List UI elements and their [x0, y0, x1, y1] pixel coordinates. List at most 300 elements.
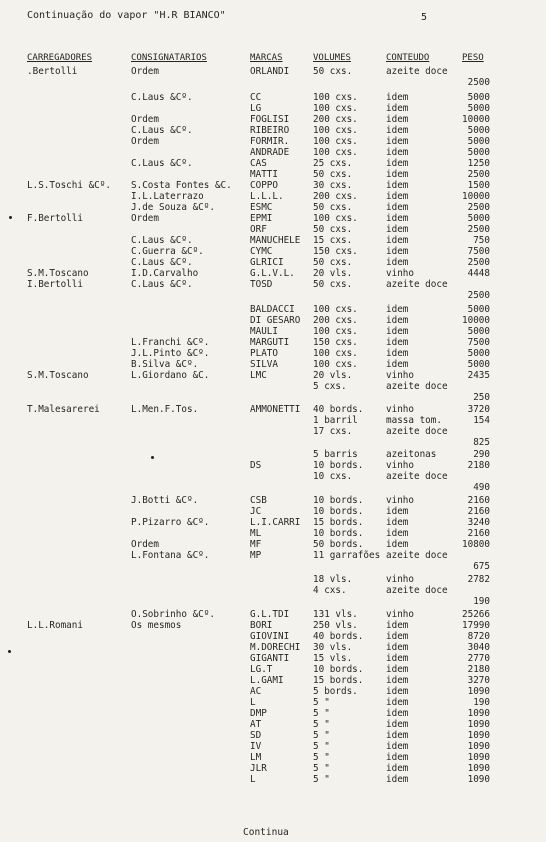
cell-volumes: 20 vls. — [313, 268, 353, 279]
cell-volumes: 25 cxs. — [313, 158, 353, 169]
table-row — [0, 686, 546, 697]
cell-conteudo: azeite doce — [386, 471, 448, 482]
cell-peso: 2160 — [467, 495, 490, 506]
cell-volumes: 200 cxs. — [313, 114, 358, 125]
cell-marca: L.GAMI — [250, 675, 284, 686]
table-row — [0, 415, 546, 426]
cell-peso: 2435 — [467, 370, 490, 381]
table-row — [0, 763, 546, 774]
ink-speck — [8, 650, 11, 653]
cell-carregador: S.M.Toscano — [27, 268, 89, 279]
cell-peso: 5000 — [467, 359, 490, 370]
table-row — [0, 471, 546, 482]
table-row — [0, 437, 546, 448]
cell-peso: 2500 — [467, 224, 490, 235]
cell-peso: 190 — [473, 697, 490, 708]
cell-peso: 250 — [473, 392, 490, 403]
table-row — [0, 202, 546, 213]
cell-marca: JC — [250, 506, 262, 517]
cell-volumes: 5 barris — [313, 449, 358, 460]
cell-peso: 2160 — [467, 506, 490, 517]
cell-marca: MP — [250, 550, 262, 561]
cell-marca: AMMONETTI — [250, 404, 301, 415]
cell-peso: 2500 — [467, 169, 490, 180]
cell-marca: AC — [250, 686, 262, 697]
cell-volumes: 100 cxs. — [313, 326, 358, 337]
table-row — [0, 708, 546, 719]
cell-peso: 25266 — [462, 609, 490, 620]
continuation-note: Continua — [243, 827, 289, 838]
cell-conteudo: vinho — [386, 609, 414, 620]
cell-volumes: 40 bords. — [313, 631, 364, 642]
table-row — [0, 114, 546, 125]
table-row — [0, 77, 546, 88]
cell-conteudo: idem — [386, 304, 409, 315]
cell-volumes: 131 vls. — [313, 609, 358, 620]
cell-peso: 5000 — [467, 136, 490, 147]
cell-conteudo: azeite doce — [386, 66, 448, 77]
cell-carregador: S.M.Toscano — [27, 370, 89, 381]
cell-marca: GLRICI — [250, 257, 284, 268]
table-row — [0, 730, 546, 741]
table-row — [0, 495, 546, 506]
table-row — [0, 539, 546, 550]
table-row — [0, 404, 546, 415]
cell-volumes: 100 cxs. — [313, 213, 358, 224]
cell-volumes: 100 cxs. — [313, 103, 358, 114]
page-number: 5 — [421, 12, 428, 23]
cell-consignatario: Ordem — [131, 114, 159, 125]
table-row — [0, 268, 546, 279]
cell-consignatario: S.Costa Fontes &C. — [131, 180, 232, 191]
cell-conteudo: idem — [386, 506, 409, 517]
cell-conteudo: vinho — [386, 495, 414, 506]
cell-peso: 2160 — [467, 528, 490, 539]
cell-peso: 5000 — [467, 147, 490, 158]
table-row — [0, 561, 546, 572]
cell-marca: DMP — [250, 708, 267, 719]
cell-marca: CSB — [250, 495, 267, 506]
cell-peso: 750 — [473, 235, 490, 246]
cell-consignatario: C.Laus &Cº. — [131, 158, 193, 169]
cell-volumes: 100 cxs. — [313, 125, 358, 136]
cell-carregador: I.Bertolli — [27, 279, 83, 290]
cell-peso: 5000 — [467, 92, 490, 103]
cell-consignatario: C.Laus &Cº. — [131, 235, 193, 246]
page-title: Continuação do vapor "H.R BIANCO" — [27, 10, 226, 21]
cell-marca: MATTI — [250, 169, 278, 180]
table-row — [0, 675, 546, 686]
table-row — [0, 257, 546, 268]
table-row — [0, 506, 546, 517]
cell-consignatario: B.Silva &Cº. — [131, 359, 199, 370]
cell-marca: L — [250, 774, 256, 785]
cell-peso: 5000 — [467, 304, 490, 315]
cell-peso: 2500 — [467, 257, 490, 268]
cell-consignatario: I.D.Carvalho — [131, 268, 199, 279]
table-row — [0, 460, 546, 471]
table-row — [0, 304, 546, 315]
cell-conteudo: idem — [386, 246, 409, 257]
cell-peso: 3270 — [467, 675, 490, 686]
cell-conteudo: azeite doce — [386, 381, 448, 392]
table-row — [0, 620, 546, 631]
cell-conteudo: idem — [386, 180, 409, 191]
cell-volumes: 50 cxs. — [313, 169, 353, 180]
cell-volumes: 10 bords. — [313, 528, 364, 539]
cell-volumes: 10 bords. — [313, 506, 364, 517]
cell-volumes: 17 cxs. — [313, 426, 353, 437]
cell-conteudo: idem — [386, 103, 409, 114]
cell-peso: 1090 — [467, 686, 490, 697]
cell-conteudo: azeite doce — [386, 426, 448, 437]
cell-marca: MANUCHELE — [250, 235, 301, 246]
cell-marca: SD — [250, 730, 262, 741]
cell-conteudo: idem — [386, 664, 409, 675]
table-row — [0, 235, 546, 246]
cell-consignatario: C.Laus &Cº. — [131, 125, 193, 136]
cell-volumes: 200 cxs. — [313, 315, 358, 326]
cell-marca: CAS — [250, 158, 267, 169]
cell-conteudo: idem — [386, 337, 409, 348]
cell-peso: 3240 — [467, 517, 490, 528]
column-header-marcas: MARCAS — [250, 53, 283, 63]
cell-marca: COPPO — [250, 180, 278, 191]
cell-volumes: 50 cxs. — [313, 202, 353, 213]
cell-conteudo: idem — [386, 730, 409, 741]
table-row — [0, 426, 546, 437]
cell-peso: 5000 — [467, 125, 490, 136]
cell-peso: 5000 — [467, 326, 490, 337]
cell-peso: 4448 — [467, 268, 490, 279]
cell-volumes: 100 cxs. — [313, 147, 358, 158]
cell-volumes: 10 cxs. — [313, 471, 353, 482]
cell-volumes: 20 vls. — [313, 370, 353, 381]
cell-marca: CYMC — [250, 246, 273, 257]
cell-marca: TOSD — [250, 279, 273, 290]
cell-marca: AT — [250, 719, 262, 730]
cell-consignatario: J.Botti &Cº. — [131, 495, 199, 506]
cell-volumes: 15 bords. — [313, 675, 364, 686]
cell-volumes: 15 vls. — [313, 653, 353, 664]
cell-peso: 10800 — [462, 539, 490, 550]
table-row — [0, 246, 546, 257]
cell-marca: IV — [250, 741, 262, 752]
cell-volumes: 100 cxs. — [313, 92, 358, 103]
cell-peso: 3720 — [467, 404, 490, 415]
cell-marca: L.L.L. — [250, 191, 284, 202]
table-row — [0, 392, 546, 403]
cell-conteudo: idem — [386, 136, 409, 147]
cell-volumes: 5 " — [313, 708, 330, 719]
cell-peso: 2180 — [467, 460, 490, 471]
cell-marca: GIGANTI — [250, 653, 290, 664]
cell-conteudo: idem — [386, 147, 409, 158]
cell-consignatario: Ordem — [131, 66, 159, 77]
table-row — [0, 180, 546, 191]
cell-peso: 1500 — [467, 180, 490, 191]
cell-volumes: 100 cxs. — [313, 136, 358, 147]
column-header-volumes: VOLUMES — [313, 53, 351, 63]
table-row — [0, 224, 546, 235]
cell-conteudo: idem — [386, 774, 409, 785]
cell-marca: SILVA — [250, 359, 278, 370]
column-header-consignatarios: CONSIGNATARIOS — [131, 53, 207, 63]
cell-conteudo: vinho — [386, 370, 414, 381]
cell-peso: 1090 — [467, 708, 490, 719]
table-row — [0, 752, 546, 763]
cell-volumes: 5 " — [313, 697, 330, 708]
cell-volumes: 50 cxs. — [313, 279, 353, 290]
cell-volumes: 11 garrafões — [313, 550, 381, 561]
cell-peso: 2500 — [467, 77, 490, 88]
cell-conteudo: idem — [386, 741, 409, 752]
cell-marca: JLR — [250, 763, 267, 774]
cell-marca: FOGLISI — [250, 114, 290, 125]
cell-conteudo: idem — [386, 224, 409, 235]
cell-peso: 675 — [473, 561, 490, 572]
cell-conteudo: idem — [386, 708, 409, 719]
column-header-conteudo: CONTEUDO — [386, 53, 430, 63]
table-row — [0, 158, 546, 169]
table-row — [0, 697, 546, 708]
column-header-carregadores: CARREGADORES — [27, 53, 93, 63]
cell-conteudo: idem — [386, 169, 409, 180]
cell-conteudo: idem — [386, 752, 409, 763]
cell-conteudo: azeite doce — [386, 279, 448, 290]
table-row — [0, 719, 546, 730]
cell-marca: RIBEIRO — [250, 125, 290, 136]
table-row — [0, 550, 546, 561]
cell-peso: 1090 — [467, 741, 490, 752]
cell-peso: 8720 — [467, 631, 490, 642]
cell-conteudo: idem — [386, 114, 409, 125]
cell-volumes: 30 vls. — [313, 642, 353, 653]
cell-marca: MAULI — [250, 326, 278, 337]
cell-conteudo: azeite doce — [386, 550, 448, 561]
cell-conteudo: idem — [386, 257, 409, 268]
cell-marca: L — [250, 697, 256, 708]
cell-conteudo: idem — [386, 348, 409, 359]
cell-consignatario: L.Franchi &Cº. — [131, 337, 210, 348]
cell-conteudo: vinho — [386, 268, 414, 279]
cell-conteudo: massa tom. — [386, 415, 442, 426]
cell-peso: 1090 — [467, 774, 490, 785]
cell-consignatario: Ordem — [131, 136, 159, 147]
cell-peso: 17990 — [462, 620, 490, 631]
cell-volumes: 30 cxs. — [313, 180, 353, 191]
cell-peso: 5000 — [467, 213, 490, 224]
cell-peso: 825 — [473, 437, 490, 448]
cell-volumes: 50 cxs. — [313, 66, 353, 77]
cell-marca: L.I.CARRI — [250, 517, 301, 528]
cell-conteudo: azeite doce — [386, 585, 448, 596]
cell-consignatario: L.Giordano &C. — [131, 370, 210, 381]
cell-peso: 2782 — [467, 574, 490, 585]
table-row — [0, 326, 546, 337]
table-row — [0, 359, 546, 370]
cell-peso: 490 — [473, 482, 490, 493]
cell-conteudo: idem — [386, 528, 409, 539]
cell-conteudo: idem — [386, 235, 409, 246]
cell-consignatario: Os mesmos — [131, 620, 182, 631]
table-row — [0, 337, 546, 348]
table-row — [0, 103, 546, 114]
cell-conteudo: idem — [386, 642, 409, 653]
ink-speck — [9, 216, 12, 219]
cell-consignatario: C.Guerra &Cº. — [131, 246, 204, 257]
cell-marca: LMC — [250, 370, 267, 381]
cell-consignatario: Ordem — [131, 539, 159, 550]
cell-volumes: 250 vls. — [313, 620, 358, 631]
cell-carregador: T.Malesarerei — [27, 404, 100, 415]
cell-conteudo: azeitonas — [386, 449, 437, 460]
cell-marca: MARGUTI — [250, 337, 290, 348]
cell-consignatario: C.Laus &Cº. — [131, 92, 193, 103]
table-row — [0, 517, 546, 528]
cell-peso: 1090 — [467, 752, 490, 763]
cell-volumes: 5 cxs. — [313, 381, 347, 392]
cell-conteudo: idem — [386, 539, 409, 550]
table-row — [0, 664, 546, 675]
cell-marca: BORI — [250, 620, 273, 631]
cell-conteudo: idem — [386, 125, 409, 136]
table-row — [0, 169, 546, 180]
cell-conteudo: idem — [386, 675, 409, 686]
cell-conteudo: idem — [386, 653, 409, 664]
cell-marca: EPMI — [250, 213, 273, 224]
cell-conteudo: idem — [386, 213, 409, 224]
cell-peso: 5000 — [467, 103, 490, 114]
cell-volumes: 1 barril — [313, 415, 358, 426]
cell-volumes: 100 cxs. — [313, 304, 358, 315]
cell-peso: 1090 — [467, 730, 490, 741]
cell-peso: 3040 — [467, 642, 490, 653]
cell-volumes: 100 cxs. — [313, 348, 358, 359]
cell-peso: 7500 — [467, 246, 490, 257]
cell-marca: GIOVINI — [250, 631, 290, 642]
table-row — [0, 609, 546, 620]
cell-carregador: .Bertolli — [27, 66, 78, 77]
cell-volumes: 5 " — [313, 752, 330, 763]
table-row — [0, 482, 546, 493]
cell-volumes: 50 cxs. — [313, 224, 353, 235]
cell-marca: ORF — [250, 224, 267, 235]
cell-conteudo: idem — [386, 631, 409, 642]
cell-volumes: 10 bords. — [313, 664, 364, 675]
table-row — [0, 370, 546, 381]
cell-marca: ANDRADE — [250, 147, 290, 158]
cell-volumes: 5 " — [313, 774, 330, 785]
table-row — [0, 449, 546, 460]
cell-volumes: 150 cxs. — [313, 246, 358, 257]
cell-peso: 2500 — [467, 290, 490, 301]
cell-marca: LG.T — [250, 664, 273, 675]
table-row — [0, 290, 546, 301]
table-row — [0, 596, 546, 607]
cell-volumes: 10 bords. — [313, 495, 364, 506]
cell-consignatario: J.de Souza &Cº. — [131, 202, 215, 213]
column-header-peso: PESO — [462, 53, 484, 63]
cell-consignatario: L.Men.F.Tos. — [131, 404, 199, 415]
table-row — [0, 642, 546, 653]
table-row — [0, 279, 546, 290]
cell-consignatario: C.Laus &Cº. — [131, 257, 193, 268]
cell-conteudo: idem — [386, 191, 409, 202]
cell-peso: 1250 — [467, 158, 490, 169]
cell-volumes: 5 " — [313, 719, 330, 730]
table-row — [0, 574, 546, 585]
ink-speck — [151, 456, 154, 459]
cell-conteudo: idem — [386, 359, 409, 370]
cell-carregador: F.Bertolli — [27, 213, 83, 224]
cell-volumes: 100 cxs. — [313, 359, 358, 370]
cell-volumes: 200 cxs. — [313, 191, 358, 202]
cell-marca: LG — [250, 103, 262, 114]
table-row — [0, 585, 546, 596]
cell-consignatario: O.Sobrinho &Cº. — [131, 609, 215, 620]
table-row — [0, 348, 546, 359]
cell-volumes: 150 cxs. — [313, 337, 358, 348]
table-row — [0, 66, 546, 77]
cell-volumes: 5 " — [313, 741, 330, 752]
cell-marca: PLATO — [250, 348, 278, 359]
cell-peso: 5000 — [467, 348, 490, 359]
cell-marca: CC — [250, 92, 262, 103]
cell-conteudo: idem — [386, 315, 409, 326]
cell-conteudo: idem — [386, 202, 409, 213]
cell-peso: 1090 — [467, 763, 490, 774]
table-row — [0, 147, 546, 158]
cell-volumes: 18 vls. — [313, 574, 353, 585]
cell-conteudo: vinho — [386, 574, 414, 585]
table-row — [0, 315, 546, 326]
cell-volumes: 5 " — [313, 730, 330, 741]
table-row — [0, 774, 546, 785]
cell-consignatario: C.Laus &Cº. — [131, 279, 193, 290]
cell-marca: M.DORECHI — [250, 642, 301, 653]
table-row — [0, 631, 546, 642]
cell-peso: 2500 — [467, 202, 490, 213]
cell-consignatario: J.L.Pinto &Cº. — [131, 348, 210, 359]
table-row — [0, 381, 546, 392]
cell-conteudo: idem — [386, 326, 409, 337]
table-row — [0, 191, 546, 202]
table-row — [0, 741, 546, 752]
cell-volumes: 10 bords. — [313, 460, 364, 471]
cell-volumes: 40 bords. — [313, 404, 364, 415]
cell-marca: ML — [250, 528, 262, 539]
cell-marca: DS — [250, 460, 262, 471]
cell-conteudo: idem — [386, 763, 409, 774]
cell-conteudo: idem — [386, 686, 409, 697]
cell-peso: 190 — [473, 596, 490, 607]
cell-marca: LM — [250, 752, 262, 763]
cell-peso: 154 — [473, 415, 490, 426]
table-row — [0, 213, 546, 224]
cell-marca: FORMIR. — [250, 136, 290, 147]
cell-peso: 1090 — [467, 719, 490, 730]
cell-volumes: 5 bords. — [313, 686, 358, 697]
cell-volumes: 4 cxs. — [313, 585, 347, 596]
table-row — [0, 653, 546, 664]
cell-conteudo: idem — [386, 620, 409, 631]
cell-conteudo: idem — [386, 92, 409, 103]
cell-peso: 290 — [473, 449, 490, 460]
cell-peso: 10000 — [462, 315, 490, 326]
cell-conteudo: vinho — [386, 404, 414, 415]
cell-peso: 7500 — [467, 337, 490, 348]
